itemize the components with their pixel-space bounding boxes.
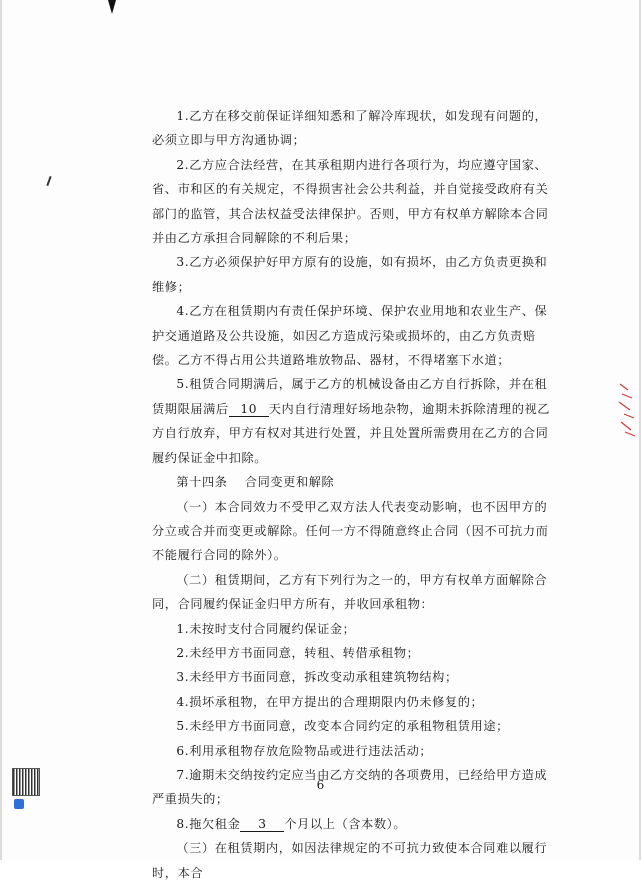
- list-item: 5.未经甲方书面同意，改变本合同约定的承租物租赁用途；: [176, 719, 509, 734]
- list-item: 3.未经甲方书面同意，拆改变动承租建筑物结构；: [176, 670, 458, 685]
- clause-paragraph: 1.乙方在移交前保证详细知悉和了解冷库现状，如发现有问题的，必须立即与甲方沟通协调；: [152, 109, 548, 148]
- qr-code-icon: [12, 768, 40, 796]
- page-number: 6: [316, 778, 325, 792]
- list-item: 7.逾期未交纳按约定应当由乙方交纳的各项费用，已经给甲方造成严重损失的；: [152, 767, 548, 807]
- clause-text: 个月以上（含本数）。: [284, 816, 407, 831]
- clause-paragraph: 3.乙方必须保护好甲方原有的设施，如有损坏，由乙方负责更换和维修；: [152, 255, 548, 294]
- clause-text: 5.租赁合同期满后，属于乙方的机械设备由乙方自行拆除，并在租赁期限届满后: [152, 377, 548, 416]
- contract-body: [152, 104, 552, 885]
- clause-paragraph: （二）租赁期间，乙方有下列行为之一的，甲方有权单方面解除合同，合同履约保证金归甲方所有，并收回承租物：: [152, 572, 548, 612]
- clause-paragraph: （一）本合同效力不受甲乙双方法人代表变动影响，也不因甲方的分立或合并而变更或解除。任何一方不得随意终止合同（因不可抗力而不能履行合同的除外）。: [152, 499, 549, 563]
- clause-paragraph-with-blank: [152, 372, 552, 470]
- scan-tick-mark: [46, 176, 51, 186]
- seal-edge-marks: [616, 380, 640, 440]
- filled-blank-days: 10: [229, 402, 269, 417]
- page-left-edge: [0, 0, 2, 860]
- clause-paragraph: 2.乙方应合法经营，在其承租期内进行各项行为，均应遵守国家、省、市和区的有关规定，不得损害社会公共利益，并自觉接受政府有关部门的监管，其合法权益受法律保护。否则，甲方有权单方解除本合同并由乙方承担合同解除的不利后果；: [152, 157, 549, 246]
- article-heading: 第十四条 合同变更和解除: [176, 475, 335, 490]
- cs-badge-icon: [14, 799, 24, 809]
- clause-paragraph: 4.乙方在租赁期内有责任保护环境、保护农业用地和农业生产、保护交通道路及公共设施，如因乙方造成污染或损坏的，由乙方负责赔偿。乙方不得占用公共道路堆放物品、器材，不得堵塞下水道；: [152, 304, 548, 368]
- list-item: 4.损坏承租物，在甲方提出的合理期限内仍未修复的；: [176, 694, 484, 709]
- clause-text: 天内自行清理好场地杂物，逾期未拆除清理的视乙方自行放弃，甲方有权对其进行处置，并且处置所需费用在乙方的合同履约保证金中扣除。: [152, 401, 551, 465]
- list-item: 6.利用承租物存放危险物品或进行违法活动；: [176, 743, 433, 758]
- filled-blank-months: 3: [240, 817, 284, 832]
- clause-paragraph: （三）在租赁期内，如因法律规定的不可抗力致使本合同难以履行时，本合: [152, 841, 548, 880]
- clause-text: 8.拖欠租金: [176, 816, 241, 831]
- list-item-with-blank: [152, 812, 552, 836]
- scanner-watermark-logo: [8, 768, 42, 830]
- list-item: 2.未经甲方书面同意，转租、转借承租物；: [176, 645, 420, 660]
- binding-mark: [108, 0, 116, 14]
- list-item: 1.未按时支付合同履约保证金；: [176, 621, 356, 636]
